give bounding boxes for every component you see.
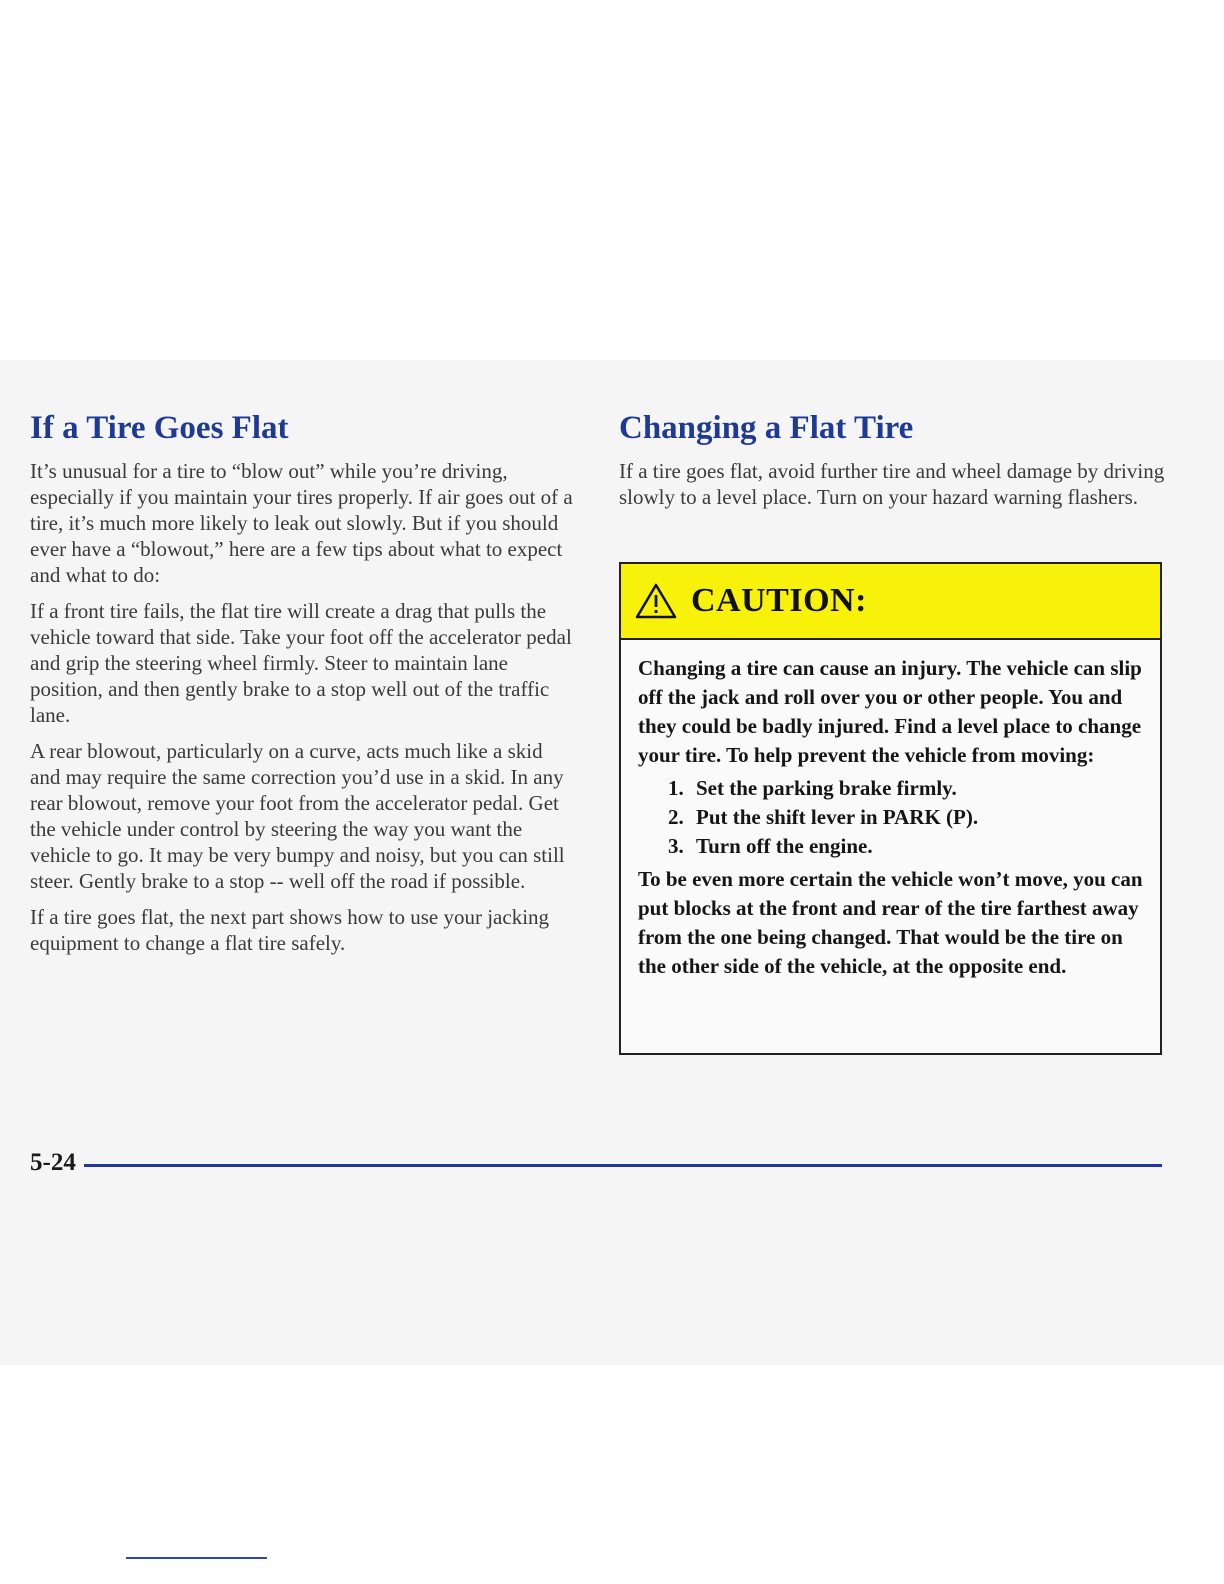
footer-rule (84, 1164, 1162, 1167)
bottom-divider (126, 1557, 267, 1559)
paragraph-next-part: If a tire goes flat, the next part shows how to use your jacking equipment to change a flat tire safely. (30, 905, 550, 955)
left-column (30, 408, 578, 966)
caution-box (619, 562, 1162, 1055)
warning-triangle-icon (635, 582, 677, 620)
section-heading-changing-tire: Changing a Flat Tire (619, 410, 914, 446)
step-text: Turn off the engine. (696, 834, 873, 858)
caution-outro: To be even more certain the vehicle won’t move, you can put blocks at the front and rear of the tire farthest away from the one being changed. That would be the tire on the other side of the vehicle, at the opposite end. (638, 867, 1143, 978)
paragraph-front-tire: If a front tire fails, the flat tire will create a drag that pulls the vehicle toward that side. Take your foot off the accelerator pedal and grip the steering wheel firmly. Steer to maintain lane position, and then gently brake to a stop well out of the traffic lane. (30, 599, 572, 727)
step-number: 3. (668, 834, 684, 858)
page-number: 5-24 (30, 1149, 76, 1176)
page-footer (30, 1149, 1162, 1177)
right-column (619, 408, 1167, 520)
paragraph-changing-intro: If a tire goes flat, avoid further tire and wheel damage by driving slowly to a level place. Turn on your hazard warning flashers. (619, 459, 1165, 509)
caution-title: CAUTION: (691, 582, 867, 619)
list-item (638, 774, 1144, 803)
caution-body (621, 640, 1160, 981)
caution-header (621, 564, 1160, 640)
list-item (638, 832, 1144, 861)
paragraph-rear-blowout: A rear blowout, particularly on a curve, acts much like a skid and may require the same correction you’d use in a skid. In any rear blowout, remove your foot from the accelerator pedal. Get the vehicle under control by steering the way you want the vehicle to go. It may be very bumpy and noisy, but you can still steer. Gently brake to a stop -- well off the road if possible. (30, 739, 565, 893)
caution-steps (638, 774, 1144, 861)
list-item (638, 803, 1144, 832)
step-text: Put the shift lever in PARK (P). (696, 805, 979, 829)
section-heading-flat-tire: If a Tire Goes Flat (30, 410, 289, 446)
step-number: 1. (668, 776, 684, 800)
caution-intro: Changing a tire can cause an injury. The vehicle can slip off the jack and roll over you or other people. You and they could be badly injured. Find a level place to change your tire. To help prevent the vehicle from moving: (638, 656, 1142, 767)
step-text: Set the parking brake firmly. (696, 776, 957, 800)
paragraph-blowout-intro: It’s unusual for a tire to “blow out” while you’re driving, especially if you maintain your tires properly. If air goes out of a tire, it’s much more likely to leak out slowly. But if you should ever have a “blowout,” here are a few tips about what to expect and what to do: (30, 459, 573, 587)
step-number: 2. (668, 805, 684, 829)
